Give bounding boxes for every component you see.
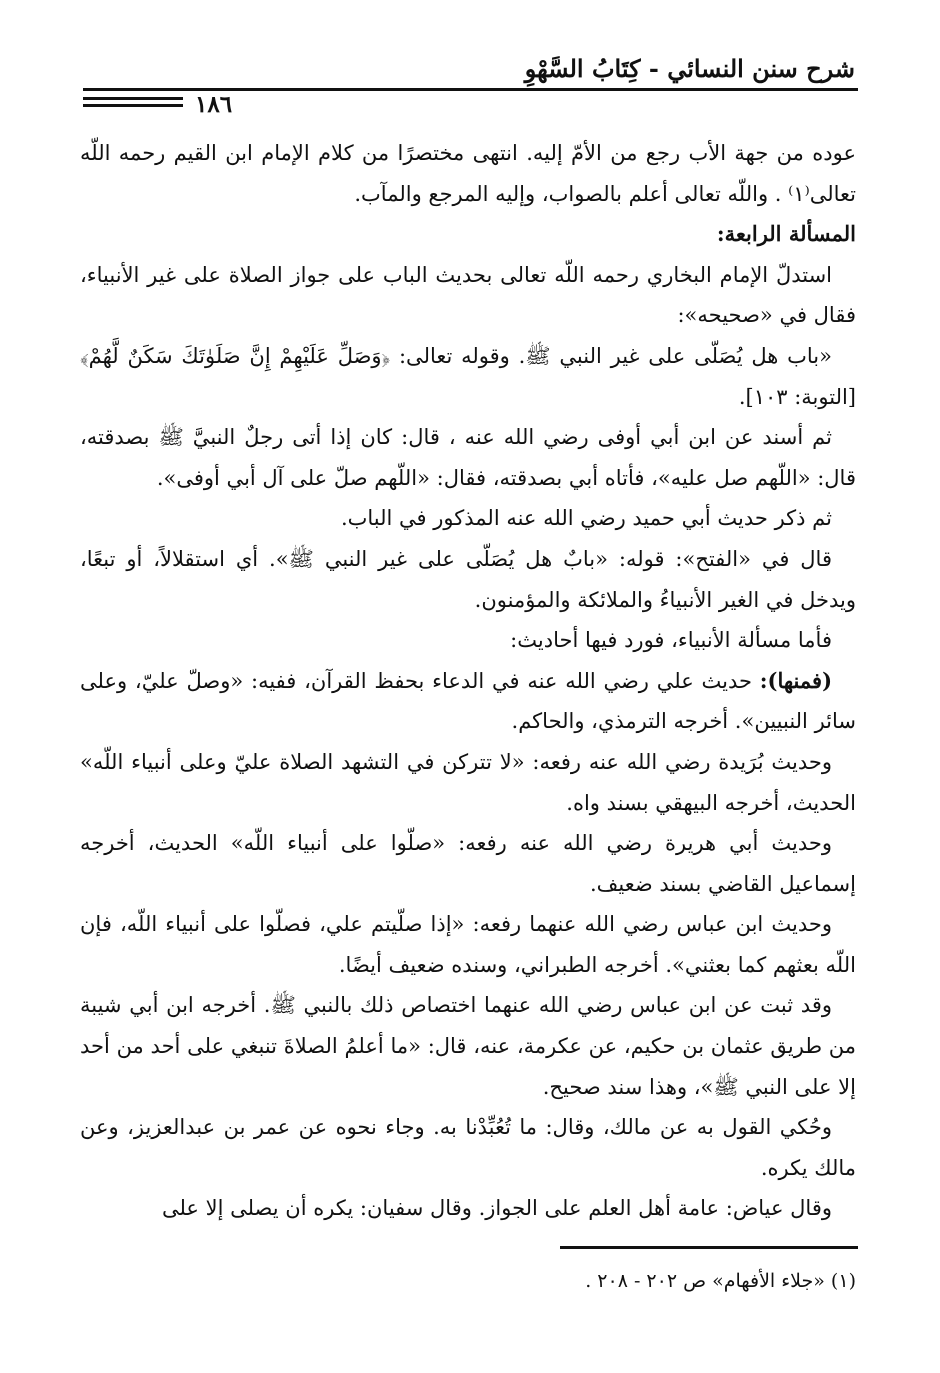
page-number-rule-upper bbox=[83, 97, 183, 100]
page-number: ١٨٦ bbox=[195, 91, 233, 118]
footnote-rule bbox=[560, 1246, 858, 1249]
section-heading: المسألة الرابعة: bbox=[716, 221, 856, 247]
paragraph: قال في «الفتح»: قوله: «بابٌ هل يُصَلّى على غير النبي ﷺ». أي استقلالاً، أو تبعًا، ويدخل في الغير الأنبياءُ والملائكة والمؤمنون. bbox=[80, 546, 856, 612]
paragraph: ثم ذكر حديث أبي حميد رضي الله عنه المذكور في الباب. bbox=[340, 506, 832, 531]
paragraph: وحديث أبي هريرة رضي الله عنه رفعه: «صلّوا على أنبياء اللّه» الحديث، أخرجه إسماعيل القاضي بسند ضعيف. bbox=[80, 831, 856, 896]
paragraph: استدلّ الإمام البخاري رحمه اللّه تعالى بحديث الباب على جواز الصلاة على غير الأنبياء، فقال في «صحيحه»: bbox=[80, 262, 856, 328]
main-text bbox=[80, 133, 856, 1229]
running-header-title: شرح سنن النسائي - كِتَابُ السَّهْوِ bbox=[524, 54, 855, 83]
paragraph: «باب هل يُصَلّى على غير النبي ﷺ. وقوله تعالى: ﴿وَصَلِّ عَلَيْهِمْ إِنَّ صَلَوٰتَكَ سَكَنٌ لَّهُمْ﴾ [التوبة: ١٠٣]. bbox=[80, 343, 856, 409]
paragraph: فأما مسألة الأنبياء، فورد فيها أحاديث: bbox=[510, 628, 832, 653]
paragraph-text: حديث علي رضي الله عنه في الدعاء بحفظ القرآن، ففيه: «وصلّ عليّ، وعلى سائر النبيين». أخرجه الترمذي، والحاكم. bbox=[80, 668, 856, 734]
footnote: (١) «جلاء الأفهام» ص ٢٠٢ - ٢٠٨ . bbox=[585, 1270, 856, 1292]
paragraph: عوده من جهة الأب رجع من الأمّ إليه. انتهى مختصرًا من كلام الإمام ابن القيم رحمه اللّه تعالى⁽١⁾ . واللّه تعالى أعلم بالصواب، وإليه المرجع والمآب. bbox=[80, 141, 856, 206]
paragraph: وقال عياض: عامة أهل العلم على الجواز. وقال سفيان: يكره أن يصلى إلا على bbox=[161, 1196, 832, 1221]
page-number-rule-lower bbox=[83, 104, 183, 107]
paragraph: وحديث ابن عباس رضي الله عنهما رفعه: «إذا صلّيتم علي، فصلّوا على أنبياء اللّه، فإن اللّه بعثهم كما بعثني». أخرجه الطبراني، وسنده ضعيف أيضًا. bbox=[80, 912, 856, 977]
paragraph: وحديث بُرَيدة رضي الله عنه رفعه: «لا تتركن في التشهد الصلاة عليّ وعلى أنبياء اللّه» الحديث، أخرجه البيهقي بسند واه. bbox=[80, 749, 856, 815]
paragraph-lead: (فمنها): bbox=[759, 667, 832, 693]
paragraph bbox=[80, 661, 856, 742]
paragraph: وحُكي القول به عن مالك، وقال: ما تُعُبِّدْنا به. وجاء نحوه عن عمر بن عبدالعزيز، وعن مالك يكره. bbox=[80, 1115, 856, 1180]
paragraph: وقد ثبت عن ابن عباس رضي الله عنهما اختصاص ذلك بالنبي ﷺ. أخرجه ابن أبي شيبة من طريق عثمان بن حكيم، عن عكرمة، عنه، قال: «ما أعلمُ الصلاةَ تنبغي على أحد من أحد إلا على النبي ﷺ»، وهذا سند صحيح. bbox=[80, 993, 856, 1099]
paragraph: ثم أسند عن ابن أبي أوفى رضي الله عنه ، قال: كان إذا أتى رجلٌ النبيَّ ﷺ بصدقته، قال: «اللّهم صل عليه»، فأتاه أبي بصدقته، فقال: «اللّهم صلّ على آل أبي أوفى». bbox=[80, 425, 856, 490]
